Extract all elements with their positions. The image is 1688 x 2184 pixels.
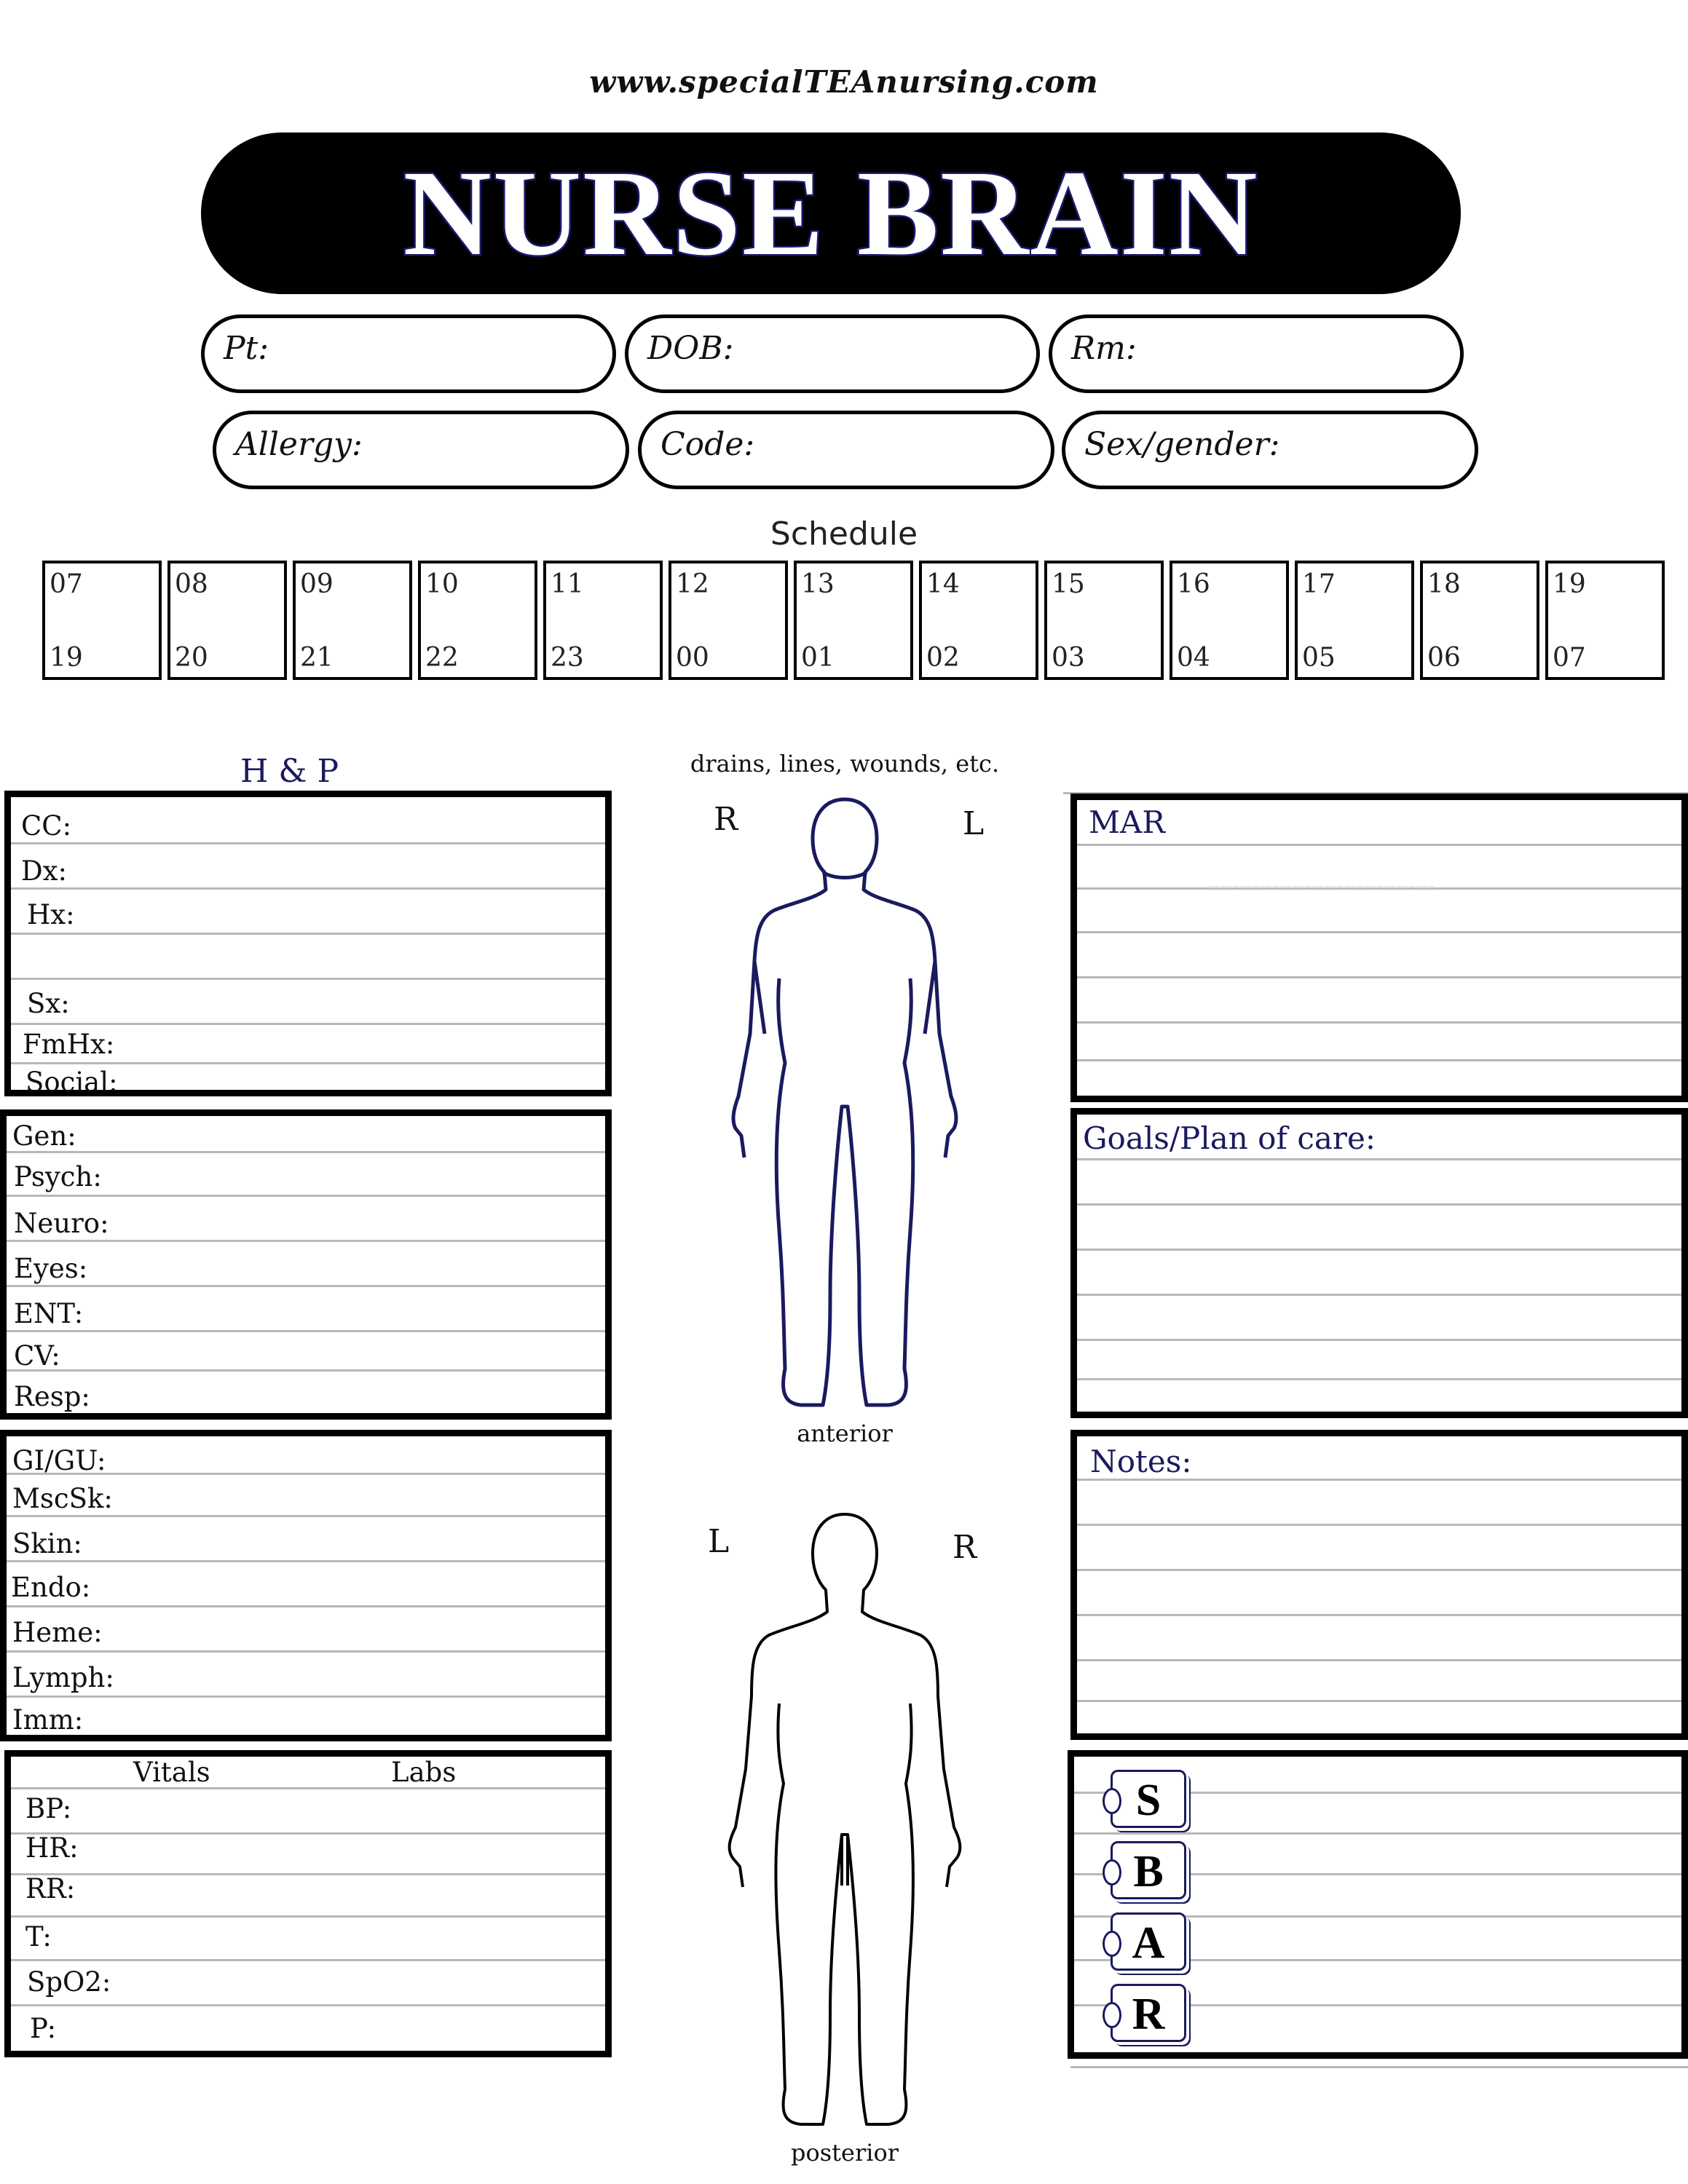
goals-label: Goals/Plan of care: <box>1083 1120 1376 1156</box>
system-label: Gen: <box>12 1120 76 1152</box>
schedule-night-hour: 21 <box>300 643 334 673</box>
system-label: Heme: <box>12 1617 103 1648</box>
posterior-body-outline <box>699 1507 990 2140</box>
schedule-day-hour: 19 <box>1553 569 1586 599</box>
vital-label: T: <box>25 1921 52 1952</box>
system-label: Eyes: <box>14 1253 88 1284</box>
anterior-body-outline <box>699 794 990 1427</box>
vital-label: P: <box>30 2013 57 2044</box>
system-label: ENT: <box>14 1298 84 1329</box>
schedule-slot[interactable] <box>543 561 663 680</box>
anterior-label: anterior <box>797 1420 893 1447</box>
patient-field-allergy[interactable] <box>213 411 629 489</box>
schedule-night-hour: 01 <box>801 643 835 673</box>
mar-label: MAR <box>1089 804 1165 840</box>
posterior-label: posterior <box>790 2139 899 2167</box>
system-label: Lymph: <box>12 1662 114 1693</box>
labs-header: Labs <box>391 1757 457 1788</box>
schedule-slot[interactable] <box>293 561 412 680</box>
schedule-day-hour: 08 <box>175 569 208 599</box>
history-label: Hx: <box>27 899 75 930</box>
schedule-night-hour: 04 <box>1177 643 1210 673</box>
system-label: Resp: <box>14 1381 90 1412</box>
schedule-slot[interactable] <box>418 561 537 680</box>
schedule-night-hour: 23 <box>551 643 584 673</box>
patient-field-pt[interactable] <box>201 314 616 393</box>
schedule-slot[interactable] <box>1170 561 1289 680</box>
sbar-r-tab <box>1111 1984 1186 2042</box>
hp-title: H & P <box>240 753 339 790</box>
schedule-day-hour: 11 <box>551 569 584 599</box>
vitals-labs-panel <box>4 1750 612 2057</box>
history-label: FmHx: <box>23 1029 115 1060</box>
schedule-night-hour: 02 <box>926 643 960 673</box>
sbar-panel[interactable] <box>1068 1750 1688 2059</box>
schedule-night-hour: 00 <box>676 643 709 673</box>
schedule-night-hour: 22 <box>425 643 459 673</box>
schedule-day-hour: 09 <box>300 569 334 599</box>
field-label: Allergy: <box>235 426 363 463</box>
sbar-b-letter: B <box>1133 1847 1164 1896</box>
posterior-right-marker: R <box>953 1529 977 1566</box>
schedule-title: Schedule <box>770 515 918 553</box>
field-label: DOB: <box>647 330 734 367</box>
notes-label: Notes: <box>1090 1444 1192 1479</box>
sbar-r-letter: R <box>1132 1990 1165 2039</box>
schedule-slot[interactable] <box>42 561 162 680</box>
patient-field-rm[interactable] <box>1049 314 1464 393</box>
sbar-a-tab <box>1111 1912 1186 1971</box>
patient-field-dob[interactable] <box>625 314 1040 393</box>
system-label: GI/GU: <box>12 1445 106 1476</box>
schedule-day-hour: 10 <box>425 569 459 599</box>
system-label: Endo: <box>11 1572 91 1603</box>
schedule-slot[interactable] <box>1545 561 1665 680</box>
schedule-day-hour: 12 <box>676 569 709 599</box>
system-label: Skin: <box>12 1528 82 1559</box>
schedule-day-hour: 15 <box>1052 569 1085 599</box>
schedule-slot[interactable] <box>167 561 287 680</box>
schedule-day-hour: 18 <box>1427 569 1461 599</box>
website-url: www.specialTEAnursing.com <box>589 64 1099 100</box>
schedule-night-hour: 19 <box>50 643 83 673</box>
systems-panel-1 <box>0 1109 612 1420</box>
history-label: Sx: <box>27 988 70 1019</box>
system-label: MscSk: <box>12 1483 113 1514</box>
anterior-right-marker: R <box>714 801 738 838</box>
schedule-day-hour: 14 <box>926 569 960 599</box>
schedule-night-hour: 20 <box>175 643 208 673</box>
systems-panel-2 <box>0 1430 612 1741</box>
sbar-bottom-rule <box>1070 2066 1688 2068</box>
schedule-night-hour: 05 <box>1302 643 1336 673</box>
title-banner <box>201 132 1461 294</box>
field-label: Rm: <box>1071 330 1137 367</box>
history-label: Dx: <box>21 855 67 887</box>
schedule-day-hour: 16 <box>1177 569 1210 599</box>
schedule-slot[interactable] <box>669 561 788 680</box>
mar-dashed-rule <box>1208 886 1434 888</box>
schedule-night-hour: 06 <box>1427 643 1461 673</box>
schedule-night-hour: 07 <box>1553 643 1586 673</box>
schedule-day-hour: 17 <box>1302 569 1336 599</box>
system-label: CV: <box>14 1340 60 1372</box>
sbar-a-letter: A <box>1132 1918 1165 1968</box>
schedule-slot[interactable] <box>919 561 1038 680</box>
schedule-day-hour: 13 <box>801 569 835 599</box>
history-panel <box>4 791 612 1096</box>
vital-label: HR: <box>25 1832 79 1864</box>
vital-label: RR: <box>25 1873 76 1904</box>
patient-field-code[interactable] <box>638 411 1054 489</box>
field-label: Code: <box>660 426 755 463</box>
schedule-slot[interactable] <box>1420 561 1539 680</box>
schedule-night-hour: 03 <box>1052 643 1085 673</box>
schedule-slot[interactable] <box>1044 561 1164 680</box>
schedule-slot[interactable] <box>1295 561 1414 680</box>
schedule-slot[interactable] <box>794 561 913 680</box>
mar-panel[interactable] <box>1070 794 1688 1102</box>
history-label: Social: <box>25 1067 118 1098</box>
system-label: Neuro: <box>14 1208 109 1239</box>
system-label: Imm: <box>12 1704 84 1736</box>
vital-label: BP: <box>25 1793 72 1824</box>
history-label: CC: <box>21 810 72 842</box>
page-title: NURSE BRAIN <box>403 145 1259 281</box>
sbar-s-tab <box>1111 1770 1186 1828</box>
posterior-left-marker: L <box>708 1523 730 1560</box>
vitals-header: Vitals <box>133 1757 210 1788</box>
notes-panel[interactable] <box>1070 1430 1688 1740</box>
sbar-b-tab <box>1111 1841 1186 1899</box>
field-label: Sex/gender: <box>1084 426 1280 463</box>
schedule-day-hour: 07 <box>50 569 83 599</box>
field-label: Pt: <box>224 330 269 367</box>
anterior-left-marker: L <box>963 805 985 842</box>
sbar-s-letter: S <box>1135 1776 1162 1825</box>
vital-label: SpO2: <box>27 1966 111 1998</box>
body-diagram-caption: drains, lines, wounds, etc. <box>690 750 1000 778</box>
patient-field-sex-gender[interactable] <box>1062 411 1478 489</box>
system-label: Psych: <box>14 1161 102 1192</box>
goals-panel[interactable] <box>1070 1108 1688 1418</box>
